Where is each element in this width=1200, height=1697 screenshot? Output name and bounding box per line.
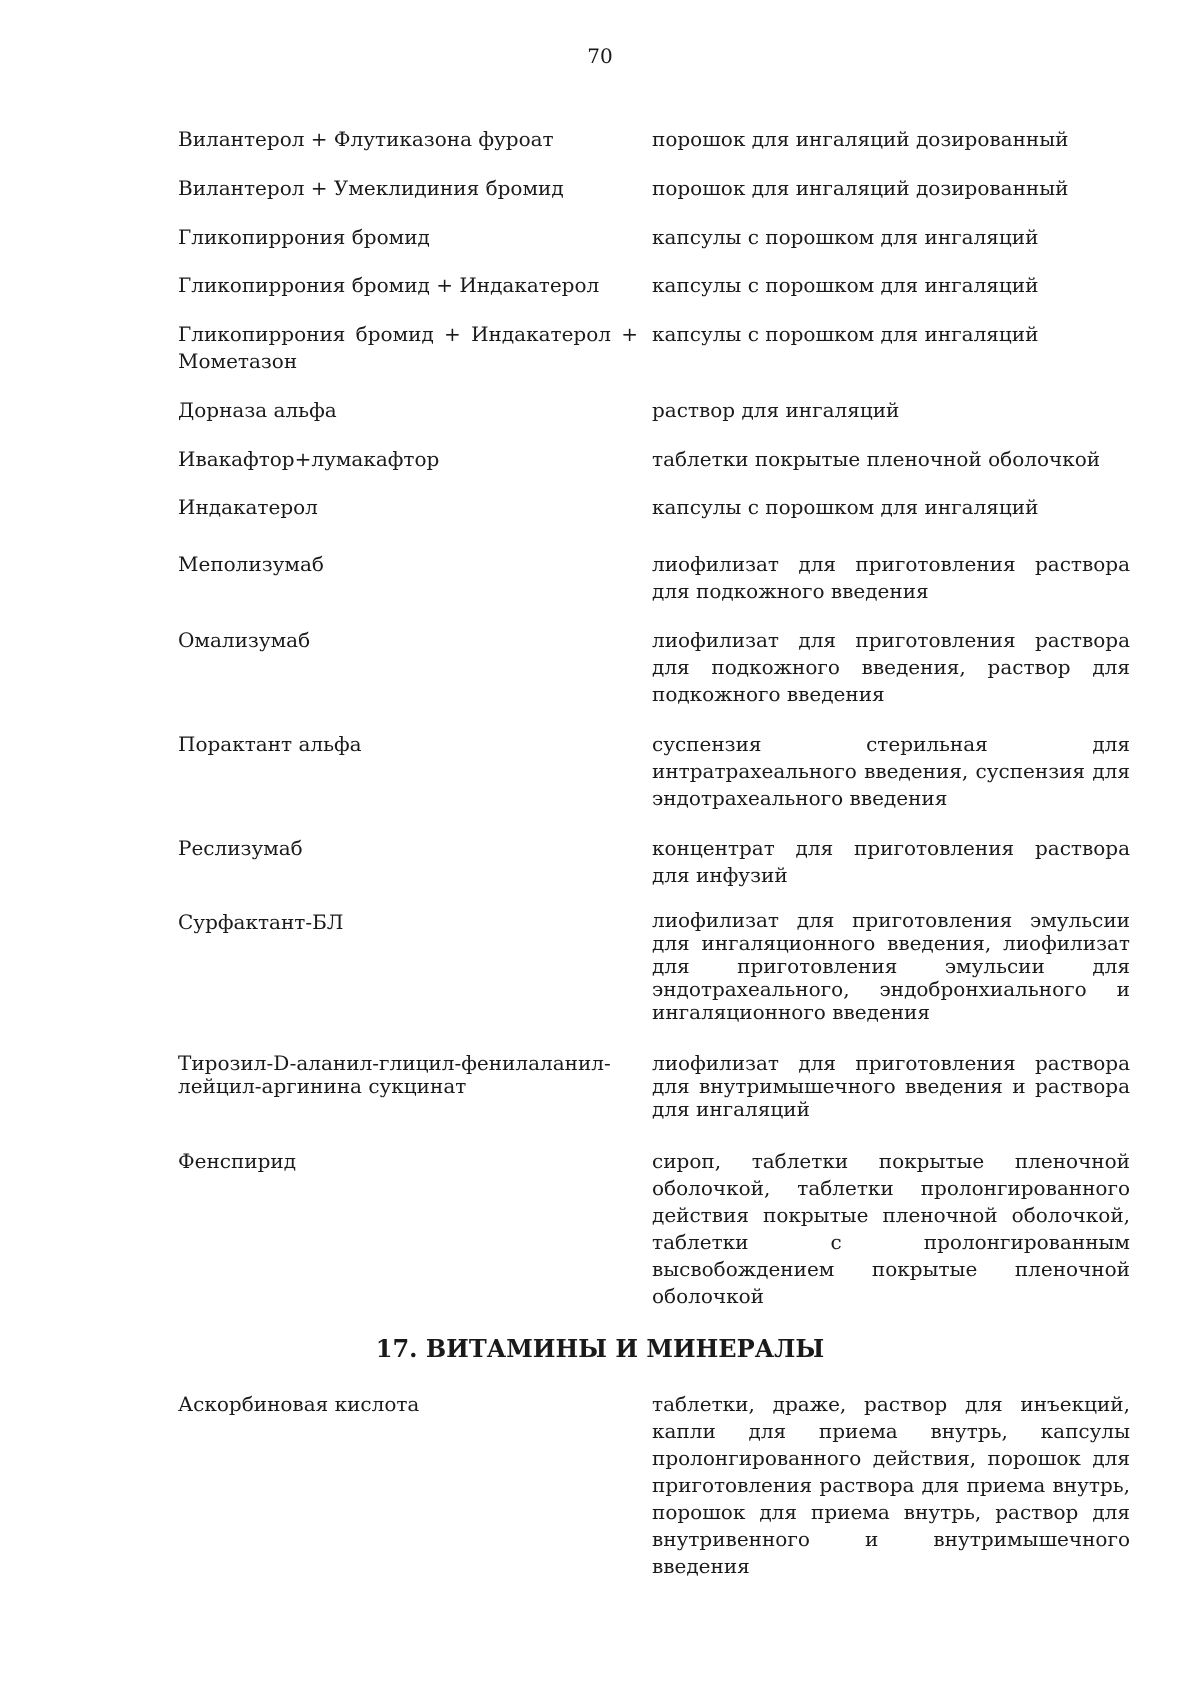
drug-name: Дорназа альфа (178, 398, 337, 422)
dosage-form: раствор для ингаляций (652, 398, 900, 422)
dosage-form: капсулы с порошком для ингаляций (652, 495, 1039, 519)
drug-name: Индакатерол (178, 495, 318, 519)
dosage-form: капсулы с порошком для ингаляций (652, 225, 1039, 249)
drug-name: Реслизумаб (178, 836, 303, 860)
dosage-form: лиофилизат для приготовления раствора для подкожного введения (652, 552, 1130, 603)
dosage-form: порошок для ингаляций дозированный (652, 127, 1069, 151)
drug-name: Тирозил-D-аланил-глицил-фенилаланил-лейцил-аргинина сукцинат (178, 1051, 611, 1098)
drug-name: Гликопиррония бромид + Индакатерол (178, 273, 600, 297)
drug-name: Гликопиррония бромид (178, 225, 430, 249)
dosage-form: капсулы с порошком для ингаляций (652, 322, 1039, 346)
dosage-form: лиофилизат для приготовления эмульсии для ингаляционного введения, лиофилизат для приготовления эмульсии для эндотрахеального, эндобронхиального и ингаляционного введения (652, 908, 1130, 1024)
drug-name: Порактант альфа (178, 732, 362, 756)
dosage-form: таблетки покрытые пленочной оболочкой (652, 447, 1101, 471)
drug-name: Меполизумаб (178, 552, 324, 576)
drug-name: Омализумаб (178, 628, 311, 652)
drug-name: Вилантерол + Флутиказона фуроат (178, 127, 554, 151)
dosage-form: таблетки, драже, раствор для инъекций, капли для приема внутрь, капсулы пролонгированного действия, порошок для приготовления раствора для приема внутрь, порошок для приема внутрь, раствор для внутривенного и внутримышечного введения (652, 1392, 1130, 1578)
dosage-form: капсулы с порошком для ингаляций (652, 273, 1039, 297)
dosage-form: порошок для ингаляций дозированный (652, 176, 1069, 200)
dosage-form: концентрат для приготовления раствора для инфузий (652, 836, 1130, 887)
drug-name: Сурфактант-БЛ (178, 910, 344, 934)
dosage-form: лиофилизат для приготовления раствора для подкожного введения, раствор для подкожного введения (652, 628, 1130, 706)
drug-name: Ивакафтор+лумакафтор (178, 447, 440, 471)
section-heading: 17. ВИТАМИНЫ И МИНЕРАЛЫ (375, 1334, 825, 1363)
drug-name: Гликопиррония бромид + Индакатерол + Мометазон (178, 322, 638, 373)
dosage-form: сироп, таблетки покрытые пленочной оболочкой, таблетки пролонгированного действия покрытые пленочной оболочкой, таблетки с пролонгированным высвобождением покрытые пленочной оболочкой (652, 1149, 1130, 1308)
dosage-form: лиофилизат для приготовления раствора для внутримышечного введения и раствора для ингаляций (652, 1051, 1130, 1121)
drug-name: Аскорбиновая кислота (178, 1392, 420, 1416)
drug-name: Вилантерол + Умеклидиния бромид (178, 176, 564, 200)
dosage-form: суспензия стерильная для интратрахеального введения, суспензия для эндотрахеального введения (652, 732, 1130, 810)
drug-name: Фенспирид (178, 1149, 297, 1173)
page-number: 70 (587, 44, 613, 68)
